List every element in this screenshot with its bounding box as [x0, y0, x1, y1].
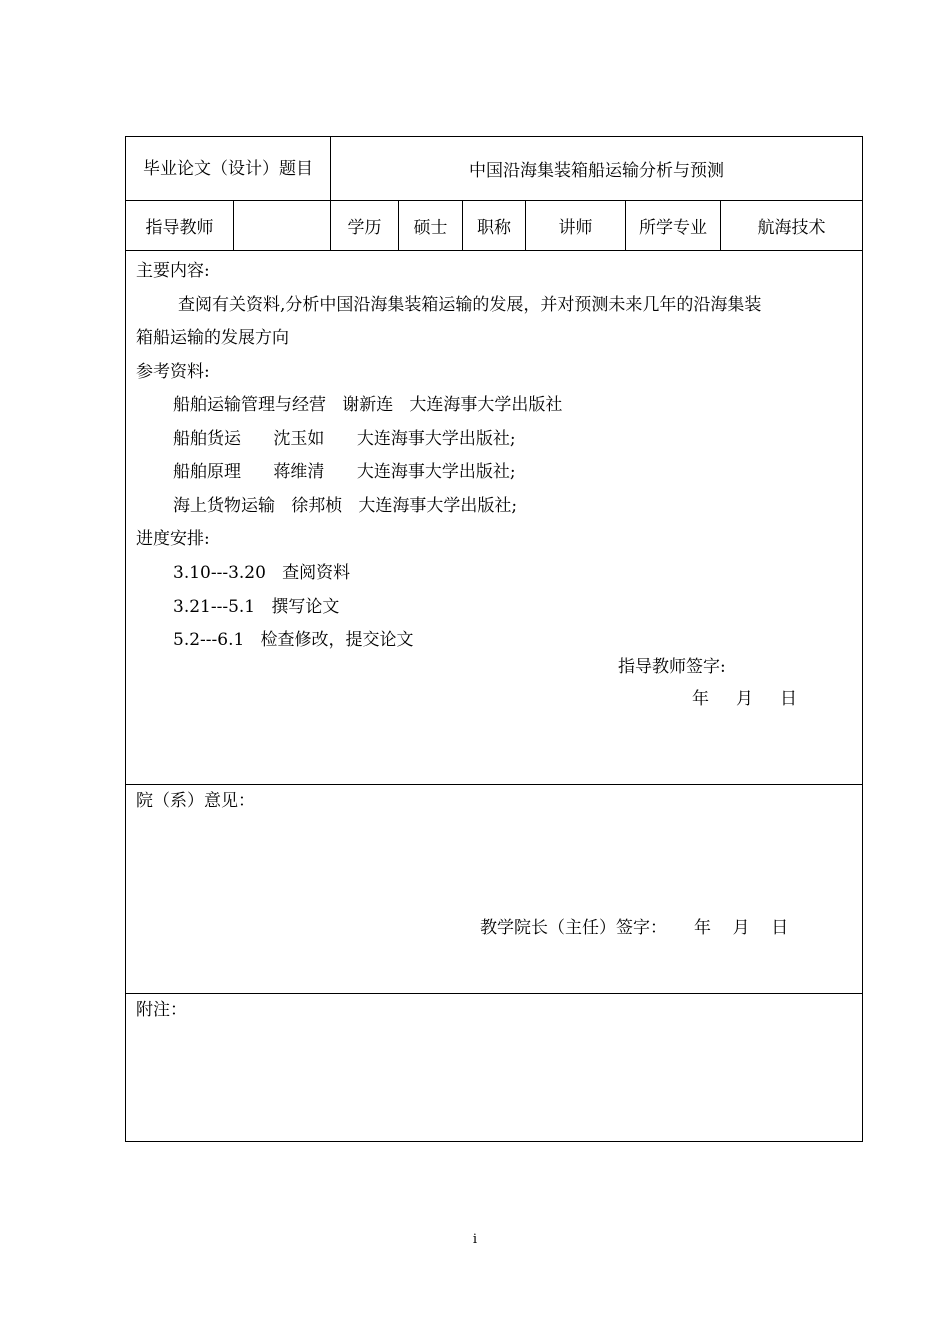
advisor-signature-label: 指导教师签字: [618, 657, 726, 677]
degree-label: 学历 [331, 201, 399, 251]
page-number: i [472, 1232, 478, 1247]
reference-item: 船舶原理 蒋维清 大连海事大学出版社; [173, 462, 516, 482]
opinion-cell [126, 785, 863, 994]
notes-label: 附注： [136, 1000, 187, 1020]
advisor-signature-date: 年 月 日 [692, 689, 798, 709]
major-label: 所学专业 [626, 201, 721, 251]
thesis-title-label: 毕业论文（设计）题目 [126, 137, 331, 201]
rank-label: 职称 [463, 201, 526, 251]
advisor-value [234, 201, 331, 251]
advisor-label: 指导教师 [126, 201, 234, 251]
schedule-label: 进度安排: [136, 529, 210, 549]
schedule-item: 5.2---6.1 检查修改，提交论文 [173, 630, 414, 650]
main-content-text-line-2: 箱船运输的发展方向 [136, 328, 289, 348]
schedule-item: 3.21---5.1 撰写论文 [173, 597, 340, 617]
opinion-row [126, 785, 863, 994]
thesis-title-value: 中国沿海集装箱船运输分析与预测 [331, 137, 863, 201]
department-opinion-label: 院（系）意见： [136, 791, 255, 811]
notes-row [126, 994, 863, 1142]
major-value: 航海技术 [721, 201, 863, 251]
content-row [126, 251, 863, 785]
rank-value: 讲师 [526, 201, 626, 251]
degree-value: 硕士 [399, 201, 463, 251]
references-label: 参考资料: [136, 362, 210, 382]
title-row [126, 137, 863, 201]
dean-signature-date: 教学院长（主任）签字： 年 月 日 [480, 918, 789, 938]
schedule-item: 3.10---3.20 查阅资料 [173, 563, 351, 583]
reference-item: 船舶货运 沈玉如 大连海事大学出版社; [173, 429, 516, 449]
notes-cell [126, 994, 863, 1142]
reference-item: 船舶运输管理与经营 谢新连 大连海事大学出版社 [173, 395, 563, 415]
main-content-text-line-1: 查阅有关资料,分析中国沿海集装箱运输的发展，并对预测未来几年的沿海集装 [178, 295, 762, 315]
reference-item: 海上货物运输 徐邦桢 大连海事大学出版社; [173, 496, 518, 516]
advisor-info-row [126, 201, 863, 251]
thesis-form-table [125, 136, 863, 1142]
main-content-label: 主要内容: [136, 261, 210, 281]
content-cell [126, 251, 863, 785]
